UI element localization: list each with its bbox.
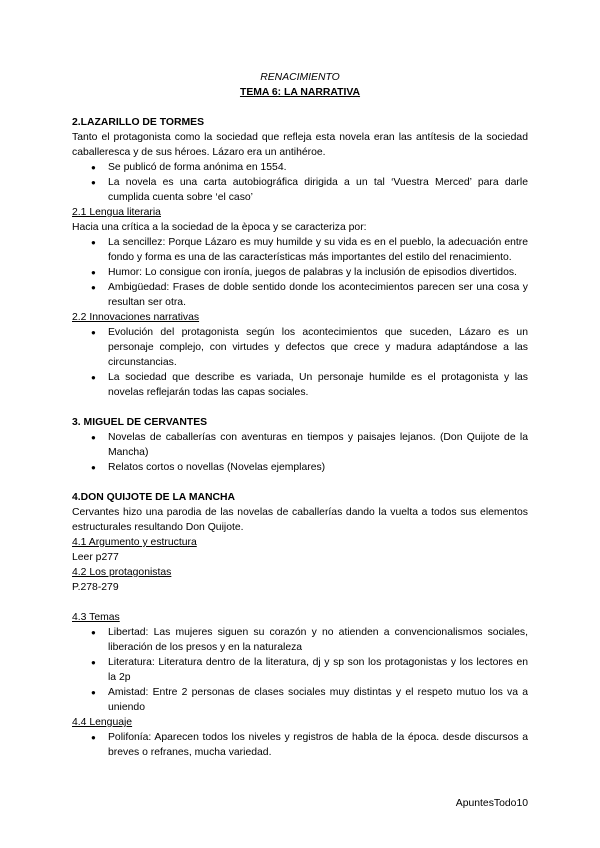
subsection-title: 4.4 Lenguaje	[72, 717, 133, 728]
subsection-text: Leer p277	[72, 552, 119, 563]
doc-topic: RENACIMIENTO	[260, 72, 340, 83]
section-intro: Cervantes hizo una parodia de las novelas de caballerías dando la vuelta a todos sus elementos estructurales resultando Don Quijote.	[72, 507, 528, 533]
section-heading-lazarillo: 2.LAZARILLO DE TORMES	[72, 117, 205, 128]
bullet-list	[72, 430, 528, 475]
list-item: ● Ambigüedad: Frases de doble sentido donde los acontecimientos parecen ser una cosa y resultan ser otra.	[108, 280, 528, 310]
list-item: ● Se publicó de forma anónima en 1554.	[108, 160, 528, 175]
list-item: ● Relatos cortos o novellas (Novelas ejemplares)	[108, 460, 528, 475]
list-item: ● La novela es una carta autobiográfica dirigida a un tal ‘Vuestra Merced’ para darle cumplida cuenta sobre ‘el caso’	[108, 175, 528, 205]
page-footer: ApuntesTodo10	[455, 798, 528, 809]
subsection-title: 4.1 Argumento y estructura	[72, 537, 197, 548]
subsection-title: 4.3 Temas	[72, 612, 120, 623]
subsection-title: 4.2 Los protagonistas	[72, 567, 172, 578]
subsection-intro: Hacia una crítica a la sociedad de la època y se caracteriza por:	[72, 222, 367, 233]
subsection-text: P.278-279	[72, 582, 119, 593]
document-body	[72, 70, 528, 760]
list-item: ● La sociedad que describe es variada, Un personaje humilde es el protagonista y las novelas reflejarán todas las capas sociales.	[108, 370, 528, 400]
doc-title: TEMA 6: LA NARRATIVA	[239, 87, 361, 98]
list-item: ● Novelas de caballerías con aventuras en tiempos y paisajes lejanos. (Don Quijote de la Mancha)	[108, 430, 528, 460]
section-heading-cervantes: 3. MIGUEL DE CERVANTES	[72, 417, 208, 428]
list-item: ● La sencillez: Porque Lázaro es muy humilde y su vida es en el pueblo, la adecuación entre fondo y forma es una de las características más importantes del estilo del renacimiento.	[108, 235, 528, 265]
section-intro: Tanto el protagonista como la sociedad que refleja esta novela eran las antítesis de la sociedad caballeresca y de sus héroes. Lázaro era un antihéroe.	[72, 132, 528, 158]
list-item: ● Literatura: Literatura dentro de la literatura, dj y sp son los protagonistas y los lectores en la 2p	[108, 655, 528, 685]
section-heading-quijote: 4.DON QUIJOTE DE LA MANCHA	[72, 492, 235, 503]
list-item: ● Libertad: Las mujeres siguen su corazón y no atienden a convencionalismos sociales, liberación de los presos y en la naturaleza	[108, 625, 528, 655]
bullet-list	[72, 625, 528, 715]
bullet-list	[72, 160, 528, 205]
list-item: ● Evolución del protagonista según los acontecimientos que suceden, Lázaro es un personaje complejo, con virtudes y defectos que crece y madura adaptándose a las circunstancias.	[108, 325, 528, 370]
bullet-list	[72, 235, 528, 310]
bullet-list	[72, 730, 528, 760]
list-item: ● Humor: Lo consigue con ironía, juegos de palabras y la inclusión de episodios divertidos.	[108, 265, 528, 280]
list-item: ● Polifonía: Aparecen todos los niveles y registros de habla de la época. desde discursos a breves o refranes, mucha variedad.	[108, 730, 528, 760]
list-item: ● Amistad: Entre 2 personas de clases sociales muy distintas y el respeto mutuo los va a uniendo	[108, 685, 528, 715]
subsection-title: 2.1 Lengua literaria	[72, 207, 161, 218]
subsection-title: 2.2 Innovaciones narrativas	[72, 312, 200, 323]
bullet-list	[72, 325, 528, 400]
